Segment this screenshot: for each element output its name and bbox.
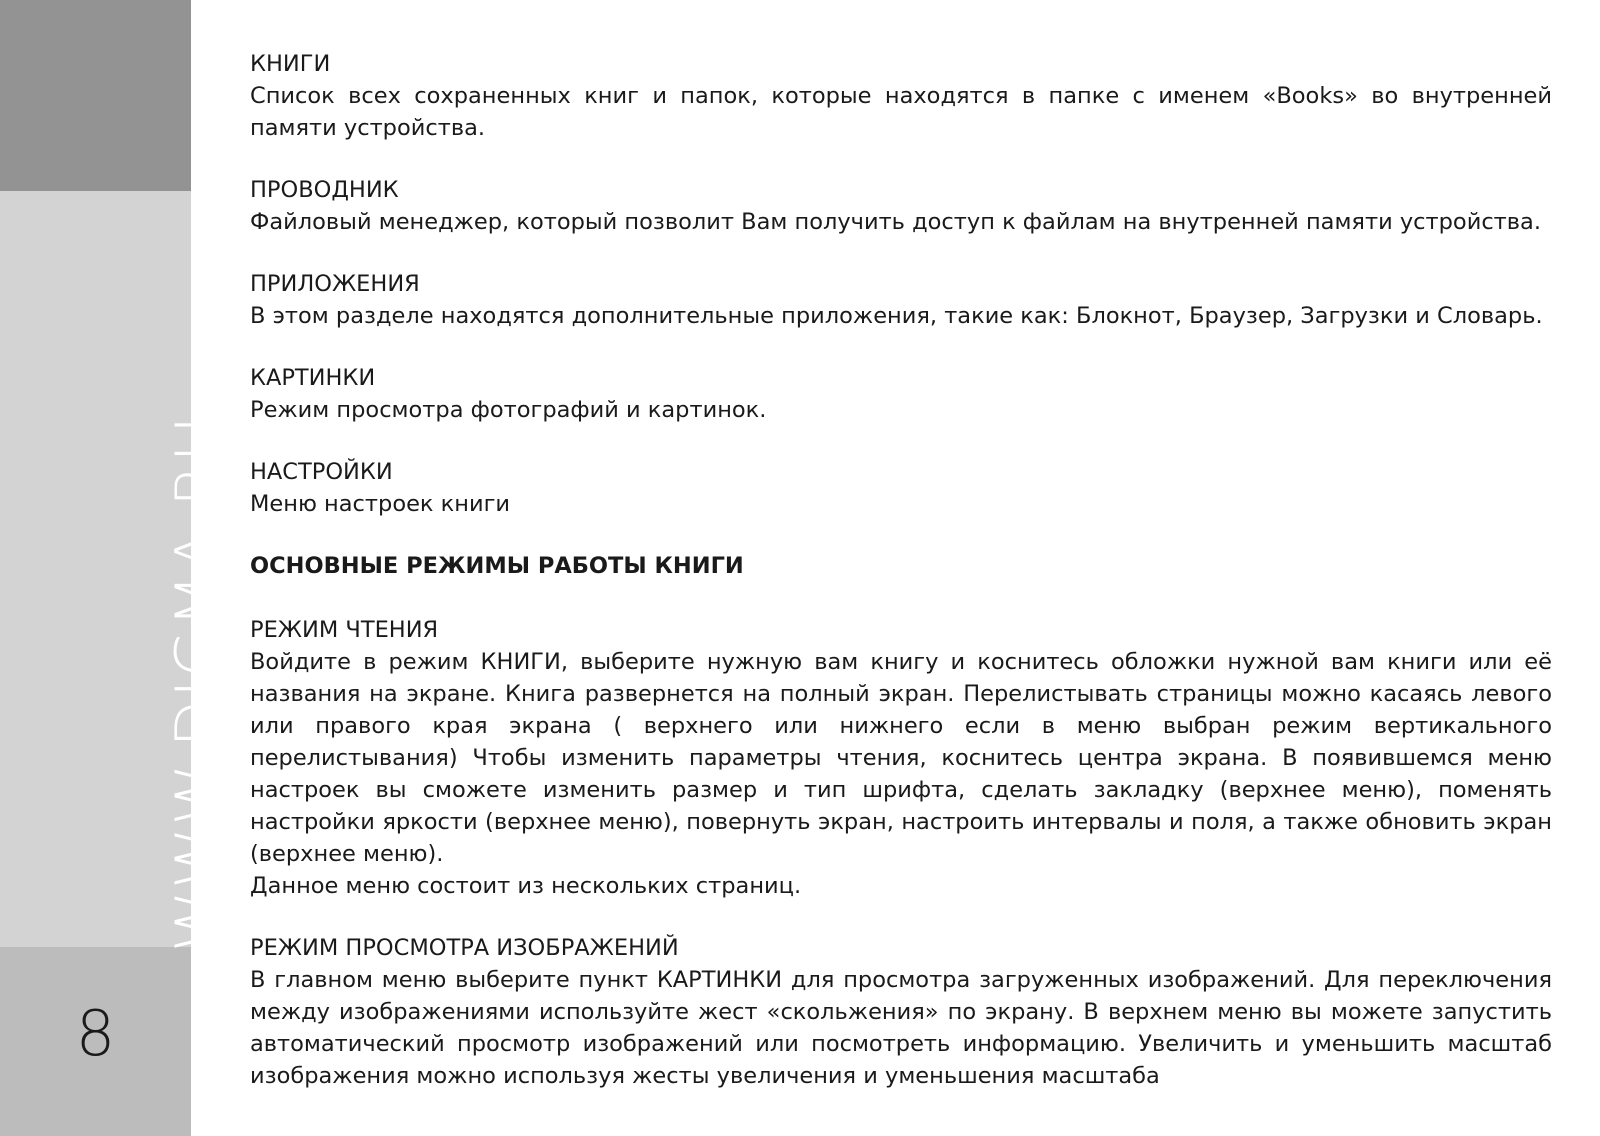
section-body: Режим просмотра фотографий и картинок. (250, 397, 767, 423)
sidebar (0, 0, 235, 1136)
section-books (250, 48, 1552, 144)
mode-title: РЕЖИМ ПРОСМОТРА ИЗОБРАЖЕНИЙ (250, 935, 679, 961)
section-title: НАСТРОЙКИ (250, 459, 393, 485)
section-title: КАРТИНКИ (250, 365, 376, 391)
section-explorer (250, 174, 1552, 238)
section-body: Меню настроек книги (250, 491, 511, 517)
section-apps (250, 268, 1552, 332)
site-url-vertical: WWW.DIGMA.RU (162, 414, 235, 952)
section-pictures (250, 362, 1552, 426)
section-title: ПРОВОДНИК (250, 177, 399, 203)
section-title: ПРИЛОЖЕНИЯ (250, 271, 420, 297)
section-body: В этом разделе находятся дополнительные приложения, такие как: Блокнот, Браузер, Загрузки и Словарь. (250, 303, 1543, 329)
mode-note: Данное меню состоит из нескольких страниц. (250, 873, 802, 899)
mode-body: В главном меню выберите пункт КАРТИНКИ для просмотра загруженных изображений. Для переключения между изображениями используйте жест «скольжения» по экрану. В верхнем меню вы можете запустить автоматический просмотр изображений или посмотреть информацию. Увеличить и уменьшить масштаб изображения можно используя жесты увеличения и уменьшения масштаба (250, 967, 1552, 1089)
section-title: КНИГИ (250, 51, 331, 77)
mode-title: РЕЖИМ ЧТЕНИЯ (250, 617, 439, 643)
page-number: 8 (75, 997, 116, 1070)
page-content (250, 48, 1552, 1122)
mode-reading (250, 614, 1552, 902)
section-body: Файловый менеджер, который позволит Вам получить доступ к файлам на внутренней памяти устройства. (250, 209, 1541, 235)
sidebar-top-block (0, 0, 191, 191)
mode-body: Войдите в режим КНИГИ, выберите нужную вам книгу и коснитесь обложки нужной вам книги или её названия на экране. Книга развернется на полный экран. Перелистывать страницы можно касаясь левого или правого края экрана ( верхнего или нижнего если в меню выбран режим вертикального перелистывания) Чтобы изменить параметры чтения, коснитесь центра экрана. В появившемся меню настроек вы сможете изменить размер и тип шрифта, сделать закладку (верхнее меню), поменять настройки яркости (верхнее меню), повернуть экран, настроить интервалы и поля, а также обновить экран (верхнее меню). (250, 649, 1552, 867)
section-settings (250, 456, 1552, 520)
main-heading: ОСНОВНЫЕ РЕЖИМЫ РАБОТЫ КНИГИ (250, 553, 744, 579)
section-body: Список всех сохраненных книг и папок, которые находятся в папке с именем «Books» во внутренней памяти устройства. (250, 83, 1552, 141)
mode-image-viewer (250, 932, 1552, 1092)
